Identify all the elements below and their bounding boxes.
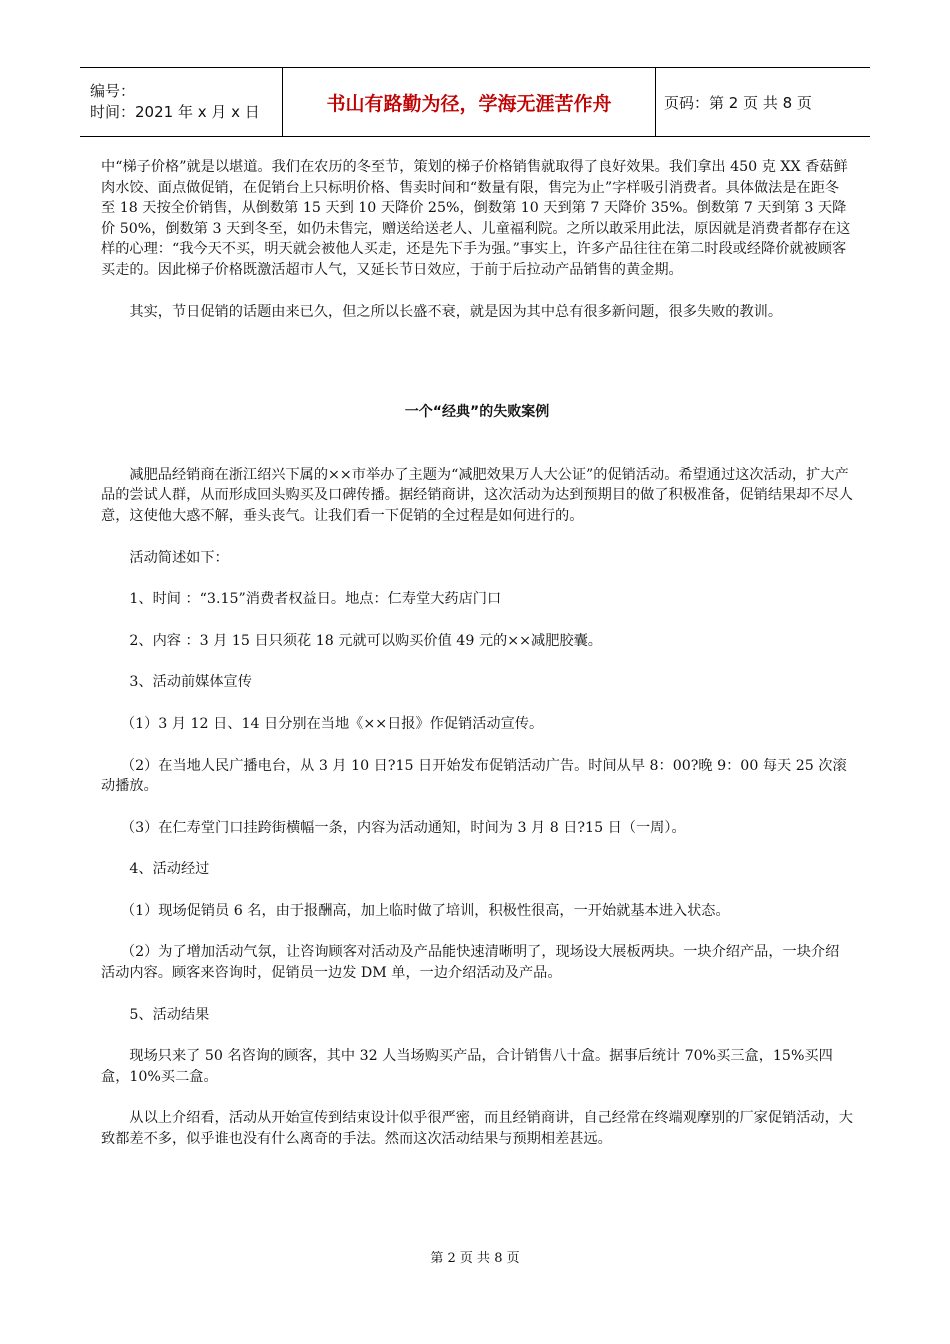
footer-page-number: 第 2 页 共 8 页 <box>430 1251 520 1266</box>
list-item-time: 1、时间 ：“3.15”消费者权益日。地点：仁寿堂大药店门口 <box>129 591 502 608</box>
paragraph-conclusion: 从以上介绍看，活动从开始宣传到结束设计似乎很严密，而且经销商讲，自己经常在终端观摩别的厂家促销活动，大致都差不多，似乎谁也没有什么离奇的手法。然而这次活动结果与预期相差甚远。 <box>101 1110 853 1148</box>
list-item-result: 5、活动结果 <box>129 1006 210 1023</box>
page-footer <box>0 1247 950 1266</box>
motto-text: 书山有路勤为径，学海无涯苦作舟 <box>326 92 612 115</box>
header-motto <box>283 68 656 136</box>
page-info-text: 页码：第 2 页 共 8 页 <box>664 93 812 112</box>
list-item-content: 2、内容 ：3 月 15 日只须花 18 元就可以购买价值 49 元的××减肥胶囊。 <box>129 632 602 649</box>
paragraph-holiday-promo: 其实，节日促销的话题由来已久，但之所以长盛不衰，就是因为其中总有很多新问题，很多失败的教训。 <box>129 303 783 320</box>
header-page-info <box>656 68 870 136</box>
document-body <box>101 157 853 1150</box>
paragraph-activity-summary: 活动简述如下： <box>129 549 229 566</box>
document-number-label: 编号： <box>90 82 136 100</box>
paragraph-result-detail: 现场只来了 50 名咨询的顾客，其中 32 人当场购买产品，合计销售八十盒。据事后统计 70%买三盒，15%买四盒，10%买二盒。 <box>101 1048 833 1085</box>
paragraph-ladder-pricing: 中“梯子价格”就是以堪道。我们在农历的冬至节，策划的梯子价格销售就取得了良好效果。我们拿出 450 克 XX 香菇鲜肉水饺、面点做促销，在促销台上只标明价格、售卖时间和“数量有限，售完为止”字样吸引消费者。具体做法是在距冬至 18 天按全价销售，从倒数第 15 天到 10 天降价 25%，倒数第 10 天到第 7 天降价 35%。倒数第 7 天到第 3 天降价 50%，倒数第 3 天到冬至，如仍未售完，赠送给送老人、儿童福利院。之所以敢采用此法，原因就是消费者都存在这样的心理：“我今天不买，明天就会被他人买走，还是先下手为强。”事实上，许多产品往往在第二时段或经降价就被顾客买走的。因此梯子价格既激活超市人气，又延长节日效应，于前于后拉动产品销售的黄金期。 <box>101 159 851 278</box>
list-subitem-display: （2）为了增加活动气氛，让咨询顾客对活动及产品能快速清晰明了，现场设大展板两块。一块介绍产品，一块介绍活动内容。顾客来咨询时，促销员一边发 DM 单，一边介绍活动及产品。 <box>101 944 840 982</box>
list-item-process: 4、活动经过 <box>129 861 210 878</box>
list-subitem-radio: （2）在当地人民广播电台，从 3 月 10 日?15 日开始发布促销活动广告。时间从早 8：00?晚 9：00 每天 25 次滚动播放。 <box>101 757 847 795</box>
list-subitem-newspaper: （1）3 月 12 日、14 日分别在当地《××日报》作促销活动宣传。 <box>120 715 544 732</box>
list-subitem-staff: （1）现场促销员 6 名，由于报酬高，加上临时做了培训，积极性很高，一开始就基本进入状态。 <box>120 902 730 919</box>
section-heading: 一个“经典”的失败案例 <box>404 404 550 421</box>
list-subitem-banner: （3）在仁寿堂门口挂跨街横幅一条，内容为活动通知，时间为 3 月 8 日?15 日（一周）。 <box>120 819 686 836</box>
header-meta <box>80 68 283 136</box>
paragraph-case-intro: 减肥品经销商在浙江绍兴下属的××市举办了主题为“减肥效果万人大公证”的促销活动。希望通过这次活动，扩大产品的尝试人群，从而形成回头购买及口碑传播。据经销商讲，这次活动为达到预期目的做了积极准备，促销结果却不尽人意，这使他大惑不解，垂头丧气。让我们看一下促销的全过程是如何进行的。 <box>101 466 853 524</box>
list-item-media: 3、活动前媒体宣传 <box>129 674 252 691</box>
page-header <box>80 67 870 137</box>
document-date: 时间：2021 年 x 月 x 日 <box>90 103 260 121</box>
